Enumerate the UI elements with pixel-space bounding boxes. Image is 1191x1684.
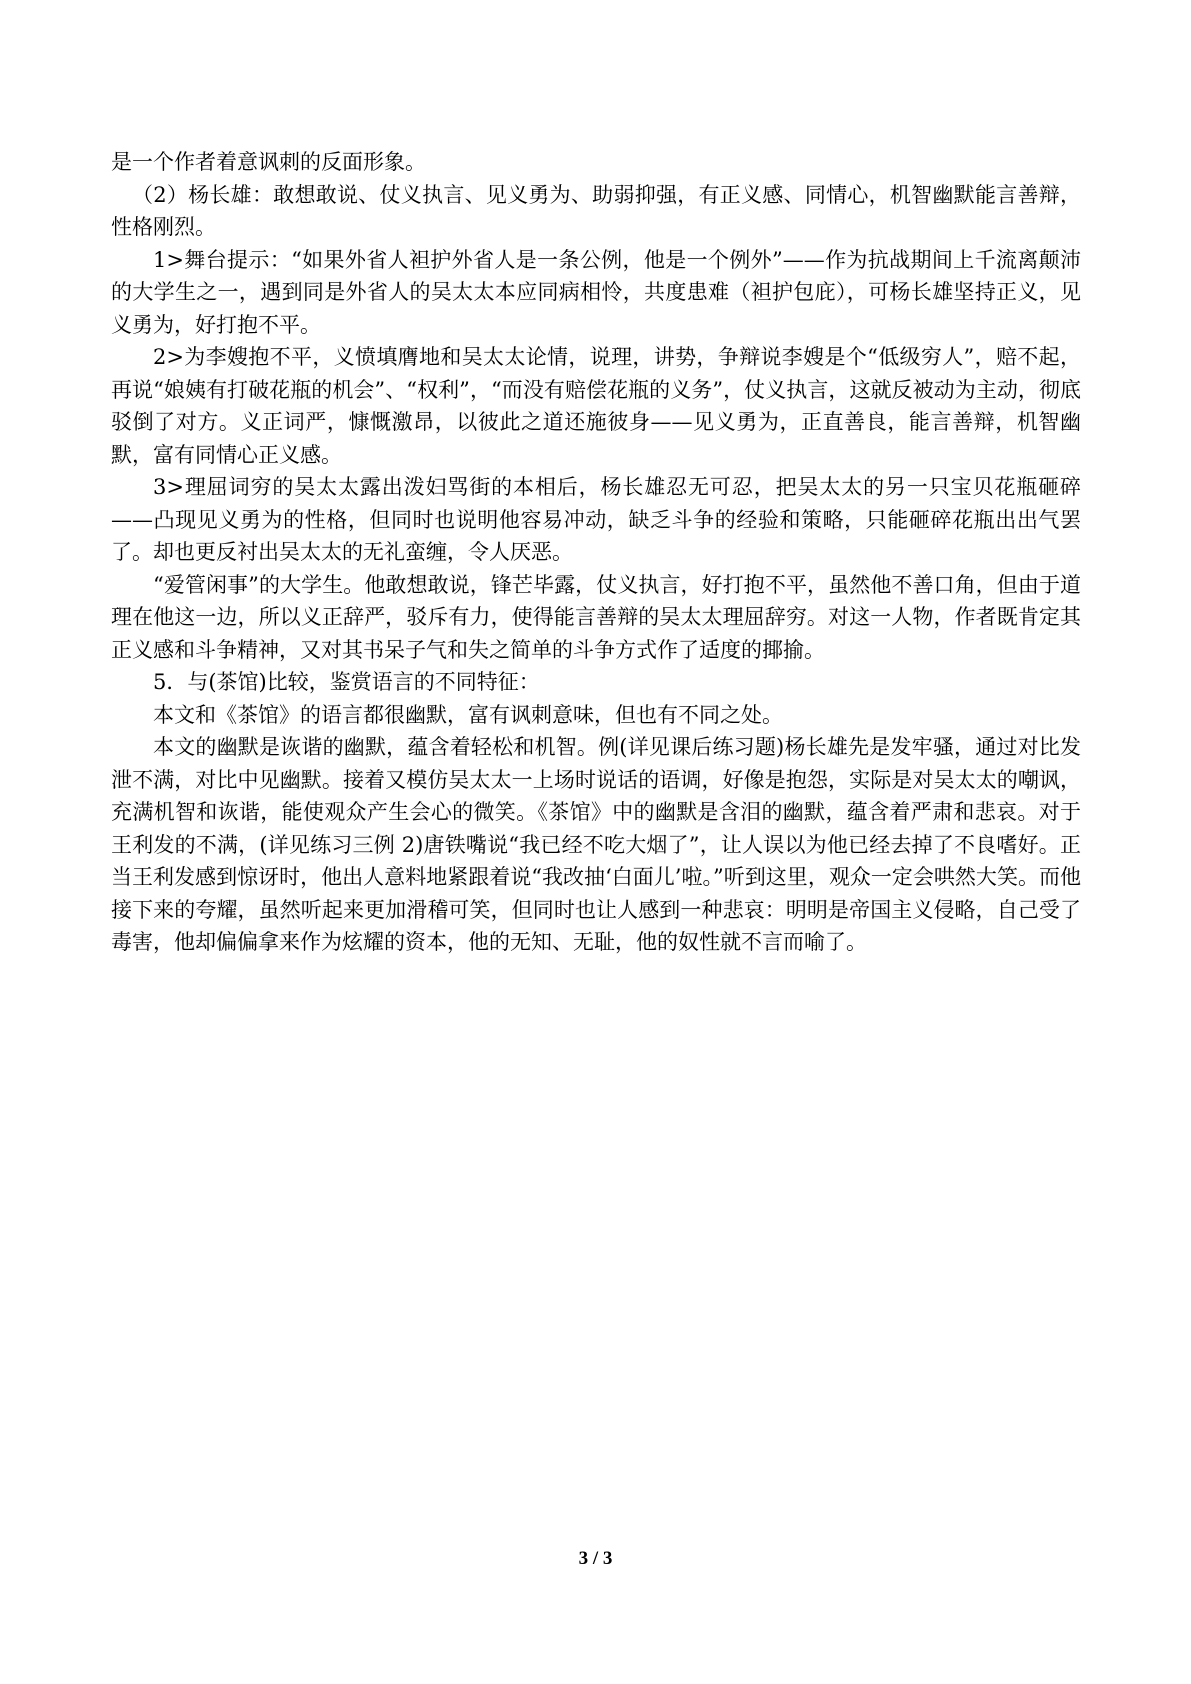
paragraph-summary: “爱管闲事”的大学生。他敢想敢说，锋芒毕露，仗义执言，好打抱不平，虽然他不善口角，但由于道理在他这一边，所以义正辞严，驳斥有力，使得能言善辩的吴太太理屈辞穷。对这一人物，作者既肯定其正义感和斗争精神，又对其书呆子气和失之简单的斗争方式作了适度的揶揄。 — [111, 572, 1081, 662]
paragraph-point-3: 3>理屈词穷的吴太太露出泼妇骂街的本相后，杨长雄忍无可忍，把吴太太的另一只宝贝花瓶砸碎——凸现见义勇为的性格，但同时也说明他容易冲动，缺乏斗争的经验和策略，只能砸碎花瓶出出气罢了。却也更反衬出吴太太的无礼蛮缠，令人厌恶。 — [111, 475, 1081, 564]
paragraph-continuation: 是一个作者着意讽刺的反面形象。 — [111, 150, 426, 174]
document-body — [111, 146, 1081, 959]
paragraph-comparison-intro: 本文和《茶馆》的语言都很幽默，富有讽刺意味，但也有不同之处。 — [153, 702, 783, 727]
section-heading-5: 5．与(茶馆)比较，鉴赏语言的不同特征： — [153, 670, 540, 694]
page-number: 3 / 3 — [578, 1548, 613, 1569]
paragraph-point-2: 2>为李嫂抱不平，义愤填膺地和吴太太论情，说理，讲势，争辩说李嫂是个“低级穷人”，赔不起，再说“娘姨有打破花瓶的机会”、“权利”，“而没有赔偿花瓶的义务”，仗义执言，这就反被动为主动，彻底驳倒了对方。义正词严，慷慨激昂，以彼此之道还施彼身——见义勇为，正直善良，能言善辩，机智幽默，富有同情心正义感。 — [111, 345, 1081, 467]
paragraph-yang-changxiong-traits: （2）杨长雄：敢想敢说、仗义执言、见义勇为、助弱抑强，有正义感、同情心，机智幽默能言善辩，性格刚烈。 — [111, 182, 1081, 239]
paragraph-point-1: 1>舞台提示：“如果外省人袒护外省人是一条公例，他是一个例外”——作为抗战期间上千流离颠沛的大学生之一，遇到同是外省人的吴太太本应同病相怜，共度患难（袒护包庇），可杨长雄坚持正义，见义勇为，好打抱不平。 — [111, 247, 1081, 337]
paragraph-comparison-detail: 本文的幽默是诙谐的幽默，蕴含着轻松和机智。例(详见课后练习题)杨长雄先是发牢骚，通过对比发泄不满，对比中见幽默。接着又模仿吴太太一上场时说话的语调，好像是抱怨，实际是对吴太太的嘲讽，充满机智和诙谐，能使观众产生会心的微笑。《茶馆》中的幽默是含泪的幽默，蕴含着严肃和悲哀。对于王利发的不满，(详见练习三例 2)唐铁嘴说“我已经不吃大烟了”，让人误以为他已经去掉了不良嗜好。正当王利发感到惊讶时，他出人意料地紧跟着说“我改抽‘白面儿’啦。”听到这里，观众一定会哄然大笑。而他接下来的夸耀，虽然听起来更加滑稽可笑，但同时也让人感到一种悲哀：明明是帝国主义侵略，自己受了毒害，他却偏偏拿来作为炫耀的资本，他的无知、无耻，他的奴性就不言而喻了。 — [111, 735, 1081, 954]
